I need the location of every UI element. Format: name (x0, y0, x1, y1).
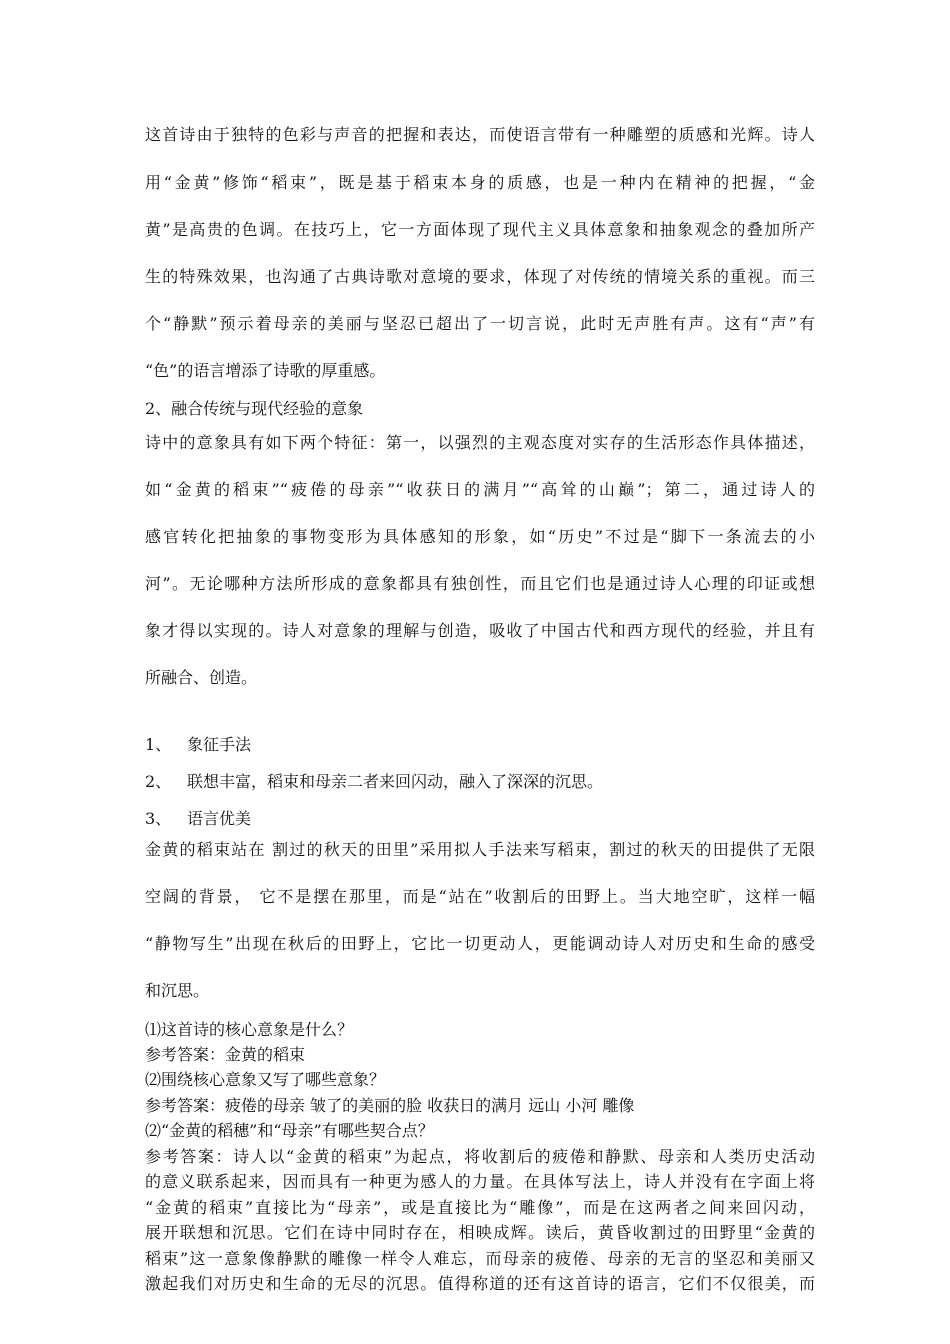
list-item-text: 象征手法 (187, 735, 252, 754)
paragraph-1-line: 黄”是高贵的色调。在技巧上，它一方面体现了现代主义具体意象和抽象观念的叠加所产 (145, 220, 815, 239)
question: ⑴这首诗的核心意象是什么？ (145, 1020, 354, 1039)
list-item-number: 2、 (145, 772, 172, 791)
paragraph-1-line: 用“金黄”修饰“稻束”，既是基于稻束本身的质感，也是一种内在精神的把握，“金 (145, 173, 815, 192)
paragraph-1-line: 这首诗由于独特的色彩与声音的把握和表达，而使语言带有一种雕塑的质感和光辉。诗人 (145, 125, 815, 144)
list-item (145, 769, 815, 792)
section-heading: 2、融合传统与现代经验的意象 (145, 399, 364, 418)
answer-line: 激起我们对历史和生命的无尽的沉思。值得称道的还有这首诗的语言，它们不仅很美，而 (145, 1274, 815, 1293)
paragraph-1-line: 生的特殊效果，也沟通了古典诗歌对意境的要求，体现了对传统的情境关系的重视。而三 (145, 267, 815, 286)
list-item-number: 1、 (145, 735, 172, 754)
list-item-text: 联想丰富，稻束和母亲二者来回闪动，融入了深深的沉思。 (187, 772, 604, 791)
paragraph-2-line: 象才得以实现的。诗人对意象的理解与创造，吸收了中国古代和西方现代的经验，并且有 (145, 621, 815, 640)
list-item (145, 732, 815, 755)
answer: 参考答案：金黄的稻束 (145, 1045, 306, 1064)
answer-line: 参考答案：诗人以“金黄的稻束”为起点，将收割后的疲倦和静默、母亲和人类历史活动 (145, 1147, 815, 1166)
answer: 参考答案：疲倦的母亲 皱了的美丽的脸 收获日的满月 远山 小河 雕像 (145, 1096, 635, 1115)
paragraph-3-line: 金黄的稻束站在 割过的秋天的田里”采用拟人手法来写稻束，割过的秋天的田提供了无限 (145, 840, 815, 859)
paragraph-1-line: “色”的语言增添了诗歌的厚重感。 (145, 361, 386, 380)
paragraph-2-line: 诗中的意象具有如下两个特征：第一，以强烈的主观态度对实存的生活形态作具体描述， (145, 433, 815, 452)
paragraph-3-line: 和沉思。 (145, 981, 210, 1000)
question: ⑵围绕核心意象又写了哪些意象？ (145, 1070, 386, 1089)
list-item-text: 语言优美 (187, 809, 252, 828)
question: ⑵“金黄的稻穗”和“母亲”有哪些契合点？ (145, 1121, 434, 1140)
answer-line: “金黄的稻束”直接比为“母亲”，或是直接比为“雕像”，而是在这两者之间来回闪动， (145, 1198, 815, 1217)
paragraph-3-line: “静物写生”出现在秋后的田野上，它比一切更动人，更能调动诗人对历史和生命的感受 (145, 934, 815, 953)
paragraph-1-line: 个“静默”预示着母亲的美丽与坚忍已超出了一切言说，此时无声胜有声。这有“声”有 (145, 314, 815, 333)
paragraph-2-line: 所融合、创造。 (145, 668, 258, 687)
paragraph-2-line: 如“金黄的稻束”“疲倦的母亲”“收获日的满月”“高耸的山巅”；第二，通过诗人的 (145, 480, 815, 499)
answer-line: 展开联想和沉思。它们在诗中同时存在，相映成辉。读后，黄昏收割过的田野里“金黄的 (145, 1223, 815, 1242)
paragraph-2-line: 河”。无论哪种方法所形成的意象都具有独创性，而且它们也是通过诗人心理的印证或想 (145, 574, 815, 593)
list-item (145, 806, 815, 829)
answer-line: 的意义联系起来，因而具有一种更为感人的力量。在具体写法上，诗人并没有在字面上将 (145, 1172, 815, 1191)
paragraph-2-line: 感官转化把抽象的事物变形为具体感知的形象，如“历史”不过是“脚下一条流去的小 (145, 527, 815, 546)
answer-line: 稻束”这一意象像静默的雕像一样令人难忘，而母亲的疲倦、母亲的无言的坚忍和美丽又 (145, 1249, 815, 1268)
paragraph-3-line: 空阔的背景， 它不是摆在那里，而是“站在”收割后的田野上。当大地空旷，这样一幅 (145, 887, 815, 906)
list-item-number: 3、 (145, 809, 172, 828)
